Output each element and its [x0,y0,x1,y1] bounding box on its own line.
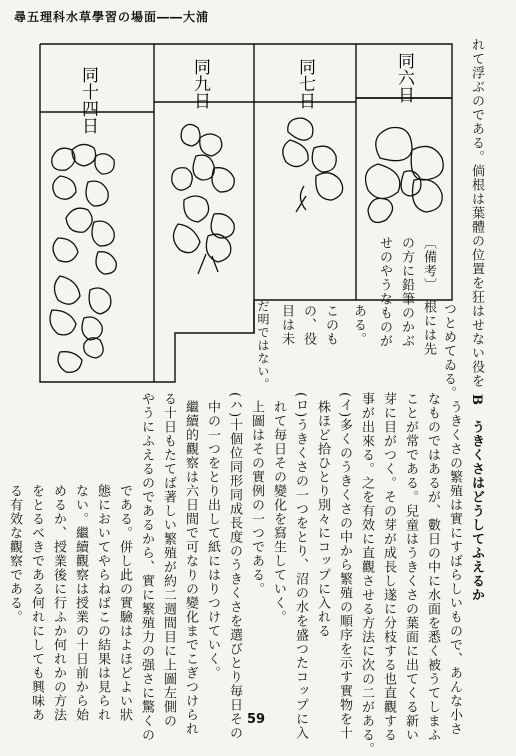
day-label-14: 同十四日 [78,66,98,134]
body-line: やうにふえるのであるから、實に繁殖力の强さに驚くの [139,392,154,742]
body-line: (イ)多くのうきくさの中から繁殖の順序を示す實物を十 [337,392,352,741]
note-line: ある。 [351,304,366,346]
body-line: 上圖はその實例の一つである。 [249,400,264,596]
body-line: つとめてゐる。 [441,302,456,400]
note-line: このも [323,304,338,346]
note-line: の方に鉛筆のかぶ [399,236,414,348]
note-line: せのやうなものが [377,236,392,348]
body-line: (ハ)十個位同形同成長度のうきくさを選びとり毎日その [227,392,242,741]
body-line: うきくさの繁殖は實にすばらしいもので、あんな小さ [447,400,462,736]
body-line: である。併し此の實驗はよほどよい狀 [117,484,132,722]
body-line: る有效な觀察である。 [7,484,22,624]
note-line: の、役 [301,304,316,346]
duckweed-day14 [50,144,116,372]
body-line: なものではあるが、數日の中に水面を悉く被うてしまふ [425,392,440,742]
duckweed-day6 [366,127,444,222]
running-header: 尋五理科水草學習の場面――大浦 [14,10,210,24]
note-heading: 〔備考〕 [421,236,436,292]
body-line: ことが常である。兒童はうきくさの葉面に出てくる新い [403,392,418,742]
body-line: をとるべきである何れにしても興味あ [29,484,44,722]
duckweed-day9 [172,124,234,274]
day-label-7: 同七日 [295,58,315,109]
note-line: だ明ではない。 [256,300,270,391]
body-line: 事が出來る。之を有效に直觀させる方法に次の二がある。 [359,392,374,756]
body-line: (ロ)うきくさの一つをとり、沼の水を盛つたコップに入 [293,392,308,741]
body-line: 繼續的觀察は六日間で可なりの變化までこぎつけられ [183,400,198,736]
body-line: ない。繼續觀察は授業の十日前から始 [73,484,88,722]
body-line: る十日もたてば著しい繁殖が約二週間目に上圖左側の [161,392,176,728]
body-line: 株ほど拾ひとり別々にコップに入れる [315,400,330,638]
note-line: 目は未 [279,304,294,346]
day-label-9: 同九日 [190,58,210,109]
body-line: れて浮ぶのである。倘根は葉體の位置を狂はせない役を [469,38,484,388]
section-heading: B うきくさはどうしてふえるか [469,394,484,602]
duckweed-day7 [283,118,343,212]
body-line: 芽に目がつく。その芽が成長し遂に分枝する也直觀する [381,392,396,742]
body-line: れて毎日その變化を寫生していく。 [271,400,286,624]
body-line: 態においてやらねばこの結果は見られ [95,484,110,722]
body-line: 中の一つをとり出して紙にはりつけていく。 [205,400,220,680]
note-line: 根には先 [421,300,436,356]
day-label-6: 同六日 [394,52,414,103]
page-number: 59 [247,712,266,727]
body-line: めるか、授業後に行ふか何れかの方法 [51,484,66,722]
